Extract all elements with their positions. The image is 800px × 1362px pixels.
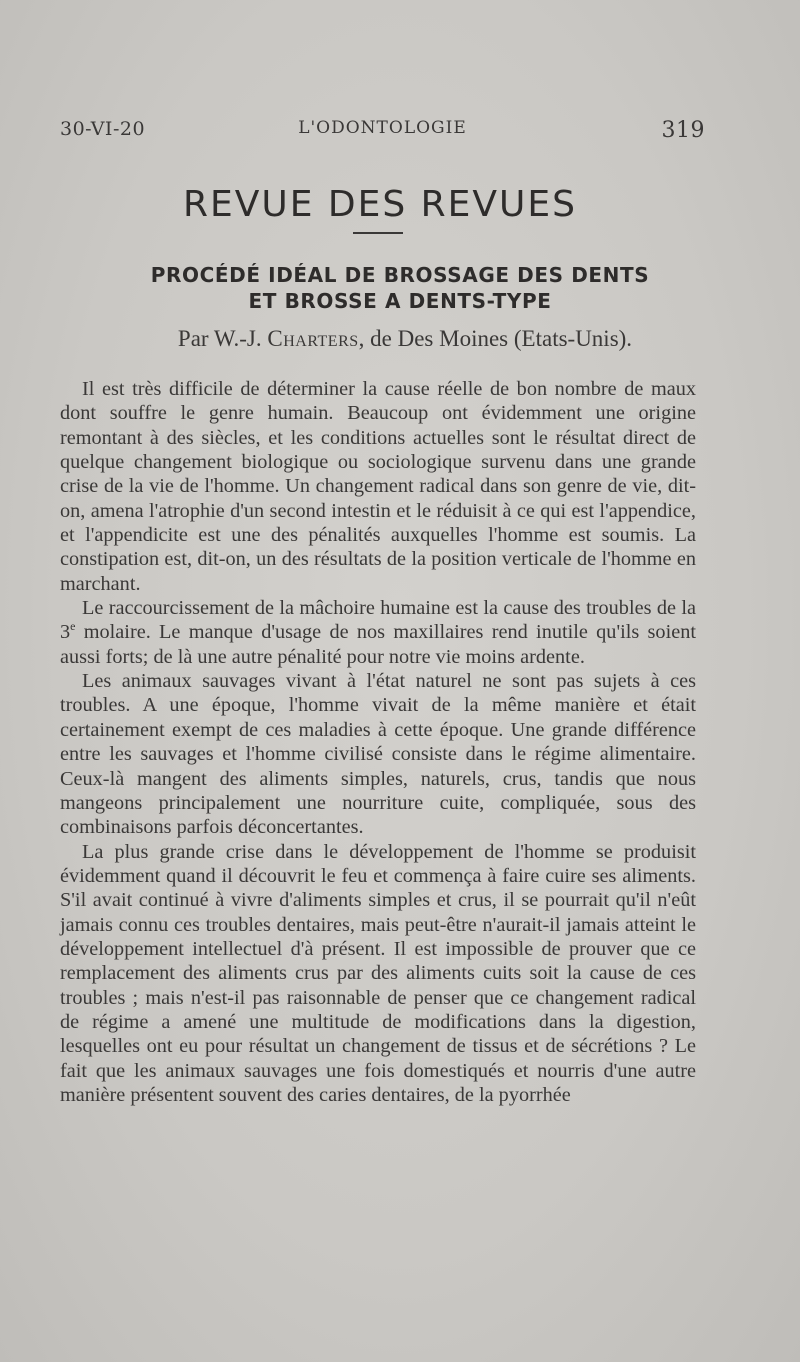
paragraph-2-part-a: Le raccourcissement de la mâchoire humaine est la cause des troubles de la 3 (60, 597, 696, 644)
page-number: 319 (661, 118, 705, 143)
title-rule (353, 232, 403, 234)
running-head (60, 118, 705, 148)
byline-author: Charters (267, 326, 359, 351)
article-title (60, 262, 740, 314)
issue-date: 30-VI-20 (60, 118, 146, 140)
article-body (60, 377, 696, 1107)
paragraph-3: Les animaux sauvages vivant à l'état naturel ne sont pas sujets à ces troubles. A une époque, l'homme vivait de la même manière et était certainement exempt de ces maladies à cette époque. Une grande différence entre les sauvages et l'homme civilisé consiste dans le régime alimentaire. Ceux-là mangent des aliments simples, naturels, crus, tandis que nous mangeons principalement une nourriture cuite, compliquée, sous des combinaisons parfois déconcertantes. (60, 670, 696, 839)
article-title-line-2: ET BROSSE A DENTS-TYPE (248, 289, 552, 313)
article-title-line-1: PROCÉDÉ IDÉAL DE BROSSAGE DES DENTS (150, 263, 650, 287)
section-title: REVUE DES REVUES (182, 184, 578, 225)
paragraph-2 (60, 596, 696, 669)
journal-name: L'ODONTOLOGIE (298, 118, 467, 138)
paragraph-2-part-b: molaire. Le manque d'usage de nos maxillaires rend inutile qu'ils soient aussi forts; de là une autre pénalité pour notre vie moins ardente. (60, 621, 696, 668)
paragraph-1: Il est très difficile de déterminer la cause réelle de bon nombre de maux dont souffre le genre humain. Beaucoup ont évidemment une origine remontant à des siècles, et les conditions actuelles sont le résultat direct de quelque changement biologique ou sociologique survenu dans une grande crise de la vie de l'homme. Un changement radical dans son genre de vie, dit-on, amena l'atrophie d'un second intestin et le réduisit à ce qui est l'appendice, et l'appendicite est une des pénalités auxquelles l'homme est soumis. La constipation est, dit-on, un des résultats de la position verticale de l'homme en marchant. (60, 378, 696, 595)
byline-prefix: Par W.-J. (177, 326, 268, 351)
byline-suffix: , de Des Moines (Etats-Unis). (358, 326, 633, 351)
ordinal-superscript: e (70, 619, 76, 634)
paragraph-4: La plus grande crise dans le développement de l'homme se produisit évidemment quand il découvrit le feu et commença à faire cuire ses aliments. S'il avait continué à vivre d'aliments simples et crus, il se pourrait qu'il n'eût jamais connu ces troubles dentaires, mais peut-être n'aurait-il jamais atteint le développement intellectuel d'à présent. Il est impossible de prouver que ce remplacement des aliments crus par des aliments cuits soit la cause de ces troubles ; mais n'est-il pas raisonnable de penser que ce changement radical de régime a amené une multitude de modifications dans la digestion, lesquelles ont eu pour résultat un changement de tissus et de sécrétions ? Le fait que les animaux sauvages une fois domestiqués et nourris d'une autre manière présentent souvent des caries dentaires, de la pyorrhée (60, 840, 696, 1106)
byline (60, 326, 750, 352)
